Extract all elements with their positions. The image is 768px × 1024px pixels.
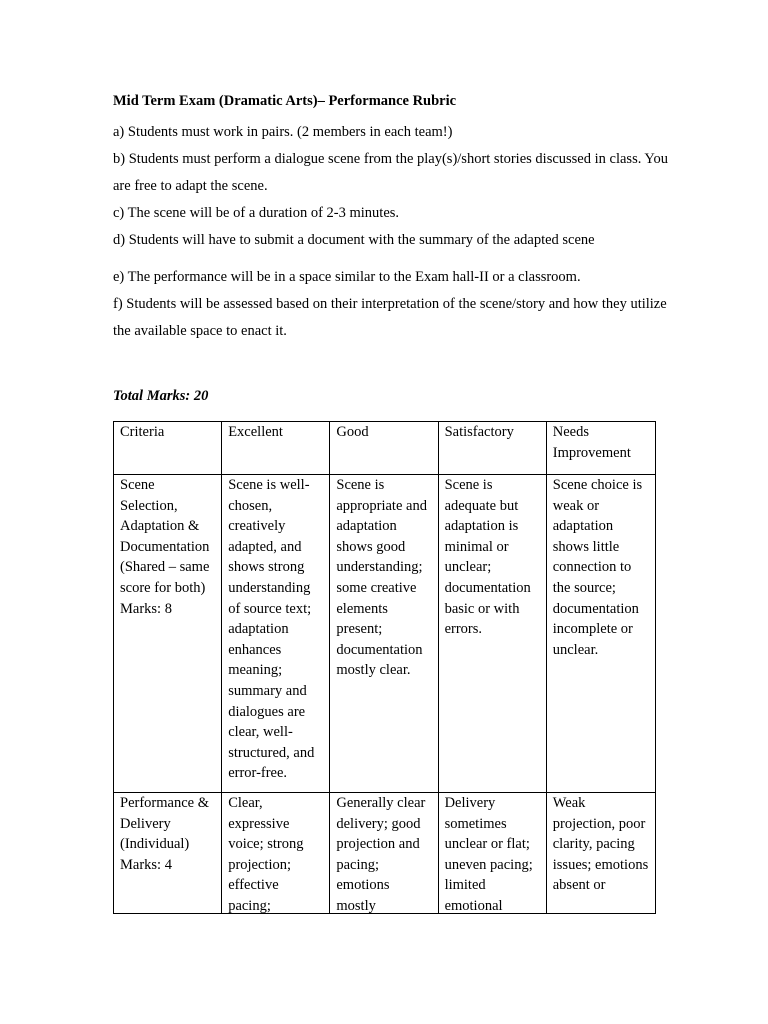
header-excellent: Excellent bbox=[222, 422, 330, 475]
cell-good: Generally clear delivery; good projection and pacing; emotions mostly bbox=[330, 792, 438, 914]
instruction-c: c) The scene will be of a duration of 2-3 minutes. bbox=[113, 205, 400, 221]
table-row bbox=[114, 475, 656, 793]
header-criteria: Criteria bbox=[114, 422, 222, 475]
cell-criteria: Performance & Delivery (Individual) Marks: 4 bbox=[114, 792, 222, 914]
header-satisfactory: Satisfactory bbox=[438, 422, 546, 475]
table-header-row bbox=[114, 422, 656, 475]
cell-good: Scene is appropriate and adaptation shows good understanding; some creative elements present; documentation mostly clear. bbox=[330, 475, 438, 793]
instruction-f: f) Students will be assessed based on their interpretation of the scene/story and how they utilize the available space to enact it. bbox=[113, 296, 667, 339]
header-good: Good bbox=[330, 422, 438, 475]
rubric-table bbox=[113, 421, 656, 914]
instruction-d: d) Students will have to submit a document with the summary of the adapted scene bbox=[113, 232, 595, 248]
cell-criteria: Scene Selection, Adaptation & Documentation (Shared – same score for both) Marks: 8 bbox=[114, 475, 222, 793]
header-needs-improvement: Needs Improvement bbox=[546, 422, 655, 475]
cell-satisfactory: Delivery sometimes unclear or flat; uneven pacing; limited emotional bbox=[438, 792, 546, 914]
total-marks: Total Marks: 20 bbox=[113, 388, 209, 404]
cell-satisfactory: Scene is adequate but adaptation is minimal or unclear; documentation basic or with errors. bbox=[438, 475, 546, 793]
document-title: Mid Term Exam (Dramatic Arts)– Performance Rubric bbox=[113, 93, 457, 109]
instruction-e: e) The performance will be in a space similar to the Exam hall-II or a classroom. bbox=[113, 269, 581, 285]
rubric-table-container bbox=[113, 421, 656, 914]
instruction-b: b) Students must perform a dialogue scene from the play(s)/short stories discussed in class. You are free to adapt the scene. bbox=[113, 151, 668, 194]
table-row bbox=[114, 792, 656, 914]
cell-excellent: Scene is well-chosen, creatively adapted, and shows strong understanding of source text; adaptation enhances meaning; summary and dialogues are clear, well-structured, and error-free. bbox=[222, 475, 330, 793]
cell-excellent: Clear, expressive voice; strong projection; effective pacing; bbox=[222, 792, 330, 914]
instruction-a: a) Students must work in pairs. (2 members in each team!) bbox=[113, 124, 453, 140]
cell-needs-improvement: Weak projection, poor clarity, pacing issues; emotions absent or bbox=[546, 792, 655, 914]
cell-needs-improvement: Scene choice is weak or adaptation shows little connection to the source; documentation incomplete or unclear. bbox=[546, 475, 655, 793]
instructions-block-1 bbox=[113, 119, 673, 254]
instructions-block-2 bbox=[113, 264, 673, 345]
